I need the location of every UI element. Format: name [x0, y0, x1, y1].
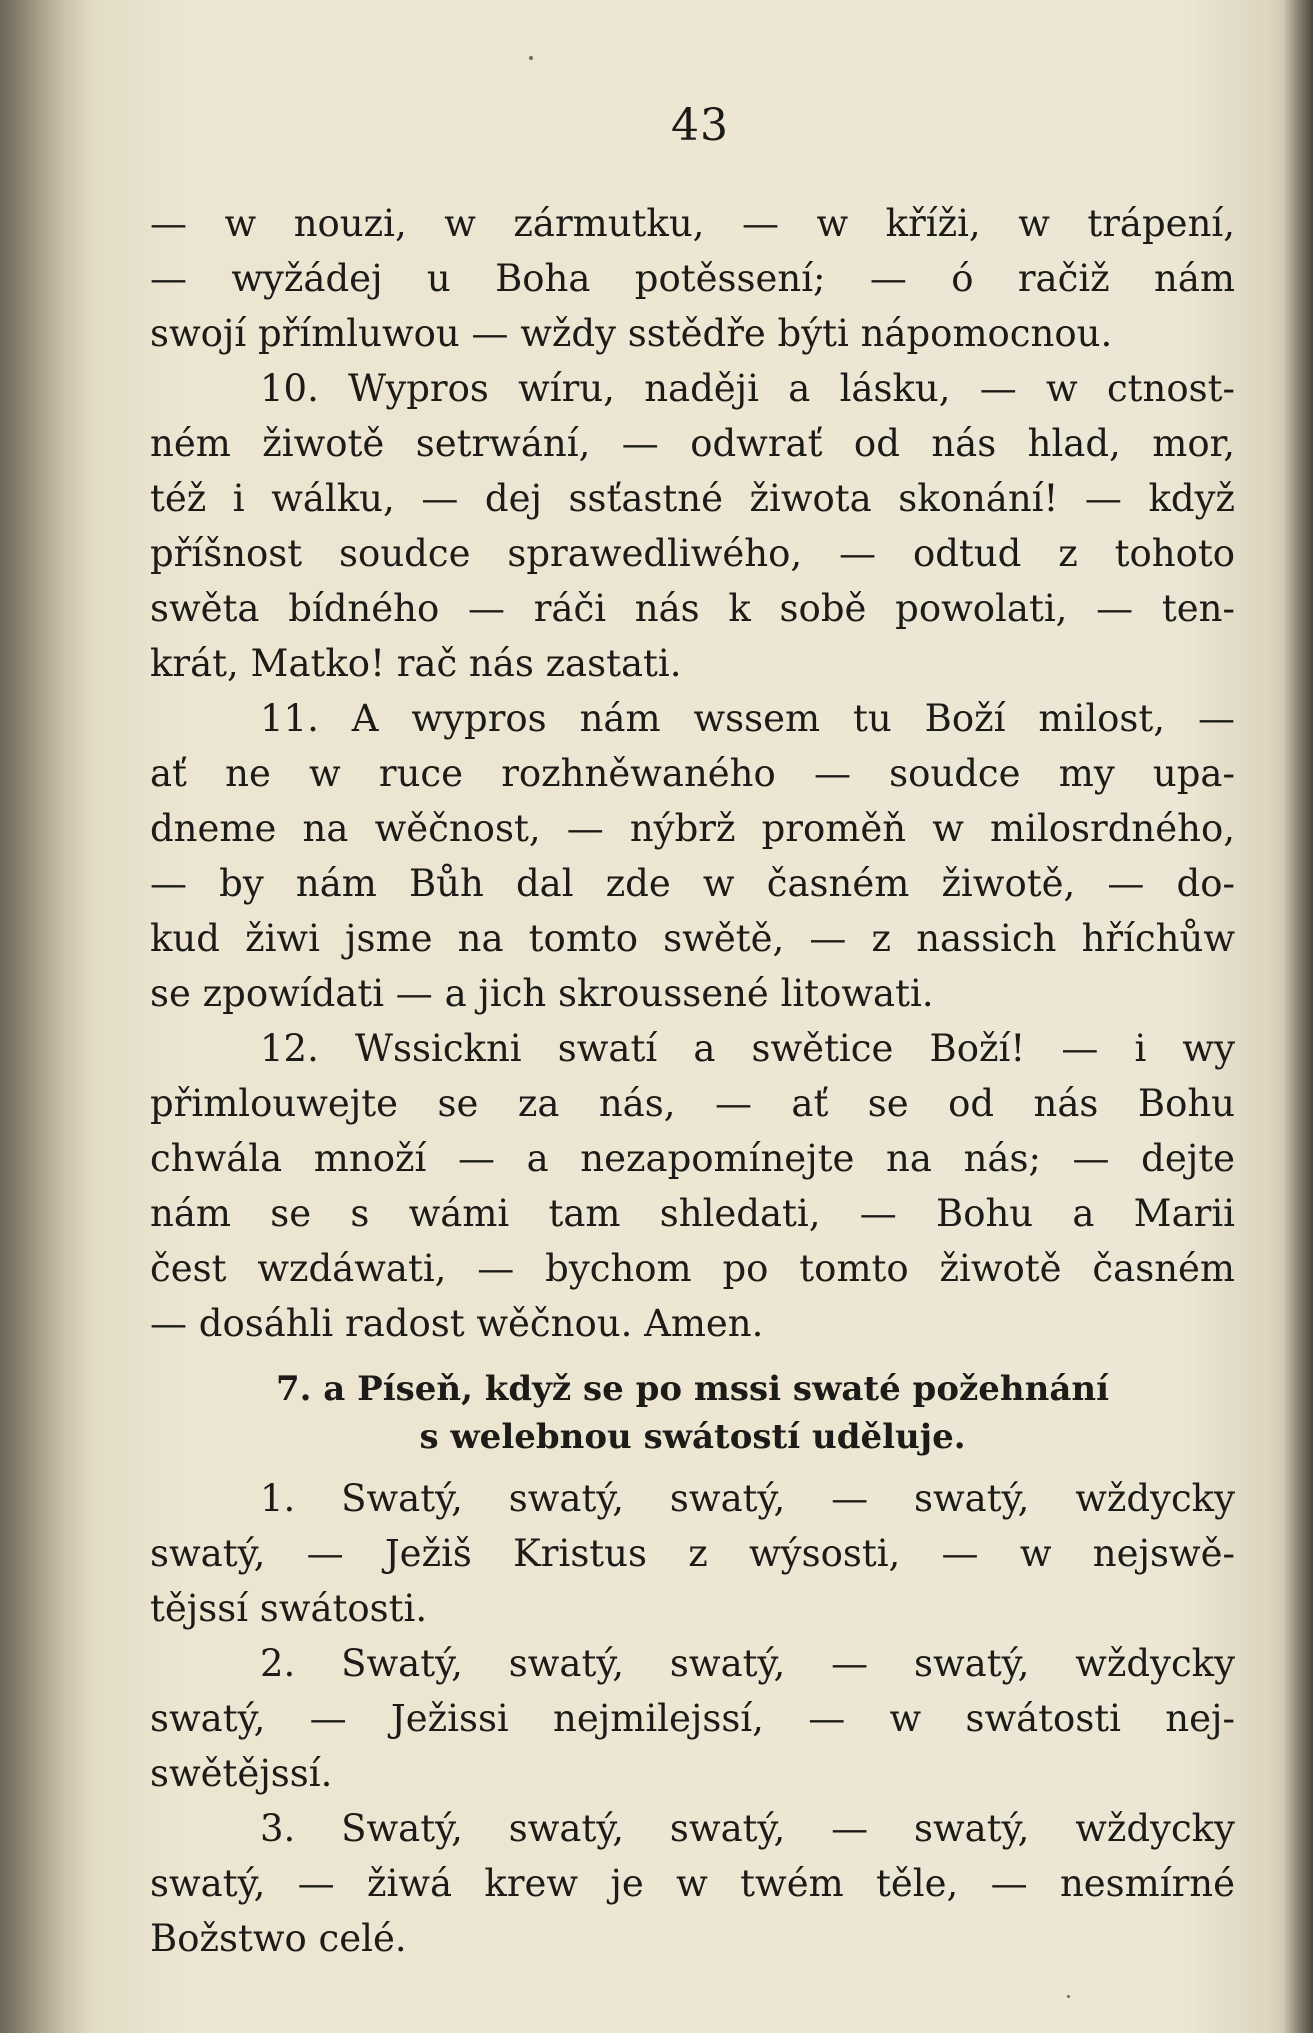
- verse-line: Božstwo celé.: [150, 1917, 407, 1960]
- text-line: — w nouzi, w zármutku, — w kříži, w trápení,: [150, 202, 1235, 245]
- ink-speck: [1067, 1995, 1070, 1998]
- text-line: příšnost soudce sprawedliwého, — odtud z tohoto: [150, 532, 1235, 575]
- ink-speck: [529, 56, 533, 60]
- text-line: též i wálku, — dej ssťastné žiwota skonání! — když: [150, 477, 1235, 520]
- song-heading-line-2: s welebnou swátostí uděluje.: [419, 1417, 966, 1457]
- verse-line: 3. Swatý, swatý, swatý, — swatý, wždycky: [260, 1807, 1235, 1850]
- text-line: chwála množí — a nezapomínejte na nás; — dejte: [150, 1137, 1235, 1180]
- text-line: kud žiwi jsme na tomto swětě, — z nassich hříchůw: [150, 917, 1235, 960]
- page-number: 43: [671, 100, 729, 151]
- text-line: dneme na wěčnost, — nýbrž proměň w milosrdného,: [150, 807, 1235, 850]
- text-line: se zpowídati — a jich skroussené litowati.: [150, 972, 934, 1015]
- text-line: — by nám Bůh dal zde w časném žiwotě, — do-: [150, 862, 1235, 905]
- verse-line: swatý, — žiwá krew je w twém těle, — nesmírné: [150, 1862, 1235, 1905]
- text-line: 11. A wypros nám wssem tu Boží milost, —: [260, 697, 1235, 740]
- text-line: ať ne w ruce rozhněwaného — soudce my upa-: [150, 752, 1235, 795]
- verse-line: 1. Swatý, swatý, swatý, — swatý, wždycky: [260, 1477, 1235, 1520]
- text-line: čest wzdáwati, — bychom po tomto žiwotě časném: [150, 1247, 1235, 1290]
- text-line: ném žiwotě setrwání, — odwrať od nás hlad, mor,: [150, 422, 1235, 465]
- verse-line: 2. Swatý, swatý, swatý, — swatý, wždycky: [260, 1642, 1235, 1685]
- text-line: přimlouwejte se za nás, — ať se od nás Bohu: [150, 1082, 1235, 1125]
- verse-line: swatý, — Ježiš Kristus z wýsosti, — w nejswě-: [150, 1532, 1235, 1575]
- text-line: swojí přímluwou — wždy sstědře býti nápomocnou.: [150, 312, 1113, 355]
- verse-line: swětějssí.: [150, 1752, 333, 1795]
- song-heading-line-1: 7. a Píseň, když se po mssi swaté požehnání: [275, 1369, 1110, 1409]
- prayer-text: [150, 196, 1235, 1351]
- text-line: 10. Wypros wíru, naději a lásku, — w ctnost-: [260, 367, 1235, 410]
- page-text: [150, 196, 1235, 1966]
- text-line: 12. Wssickni swatí a swětice Boží! — i wy: [260, 1027, 1235, 1070]
- book-gutter: [0, 0, 90, 2033]
- text-line: krát, Matko! rač nás zastati.: [150, 642, 682, 685]
- text-line: nám se s wámi tam shledati, — Bohu a Marii: [150, 1192, 1235, 1235]
- text-line: — wyžádej u Boha potěssení; — ó račiž nám: [150, 257, 1235, 300]
- verse-line: swatý, — Ježissi nejmilejssí, — w swátosti nej-: [150, 1697, 1235, 1740]
- page-edge-shadow: [1283, 0, 1313, 2033]
- text-line: — dosáhli radost wěčnou. Amen.: [150, 1302, 764, 1345]
- song-verses: [150, 1471, 1235, 1966]
- verse-line: tějssí swátosti.: [150, 1587, 428, 1630]
- text-line: swěta bídného — ráči nás k sobě powolati, — ten-: [150, 587, 1235, 630]
